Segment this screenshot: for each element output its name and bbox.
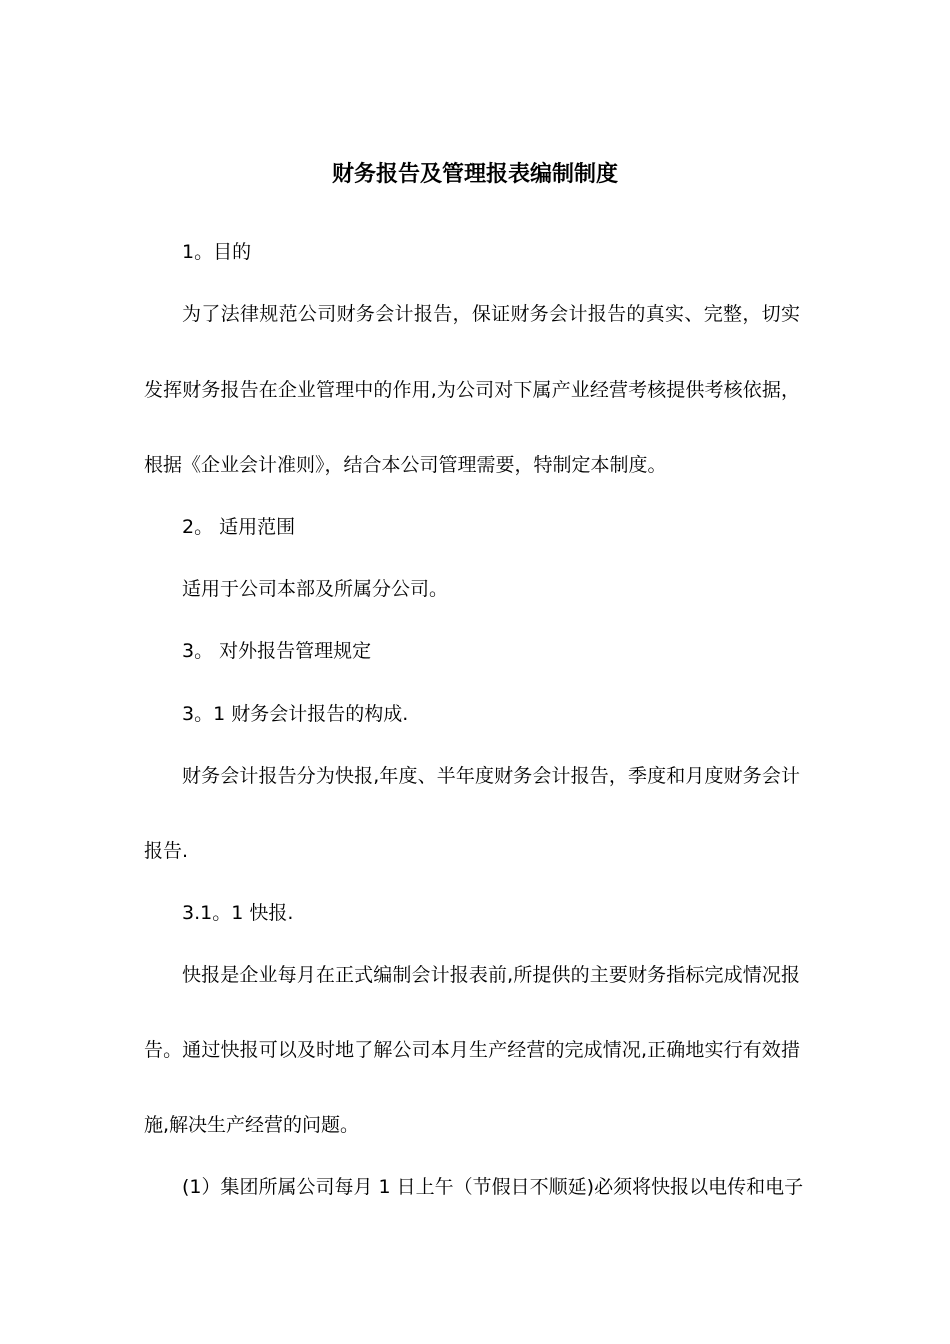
paragraph-line: 施,解决生产经营的问题。 <box>144 1114 360 1136</box>
paragraph-line: 快报是企业每月在正式编制会计报表前,所提供的主要财务指标完成情况报 <box>182 964 800 986</box>
paragraph-line: 适用于公司本部及所属分公司。 <box>182 578 449 600</box>
paragraph-line: 报告. <box>144 840 189 862</box>
paragraph-line: 发挥财务报告在企业管理中的作用,为公司对下属产业经营考核提供考核依据， <box>144 379 800 401</box>
subsection-heading: 3.1。1 快报. <box>182 902 294 924</box>
section-heading-purpose: 1。目的 <box>182 241 252 263</box>
paragraph-line: 告。通过快报可以及时地了解公司本月生产经营的完成情况,正确地实行有效措 <box>144 1039 800 1061</box>
paragraph-line: (1）集团所属公司每月 1 日上午（节假日不顺延)必须将快报以电传和电子 <box>182 1176 804 1198</box>
paragraph-line: 财务会计报告分为快报,年度、半年度财务会计报告，季度和月度财务会计 <box>182 765 800 787</box>
document-title: 财务报告及管理报表编制制度 <box>331 162 618 187</box>
subsection-heading: 3。1 财务会计报告的构成. <box>182 703 409 725</box>
paragraph-line: 根据《企业会计准则》，结合本公司管理需要，特制定本制度。 <box>144 454 667 476</box>
section-heading-scope: 2。 适用范围 <box>182 516 296 538</box>
paragraph-line: 为了法律规范公司财务会计报告，保证财务会计报告的真实、完整，切实 <box>182 303 800 325</box>
section-heading-external-reporting: 3。 对外报告管理规定 <box>182 640 372 662</box>
